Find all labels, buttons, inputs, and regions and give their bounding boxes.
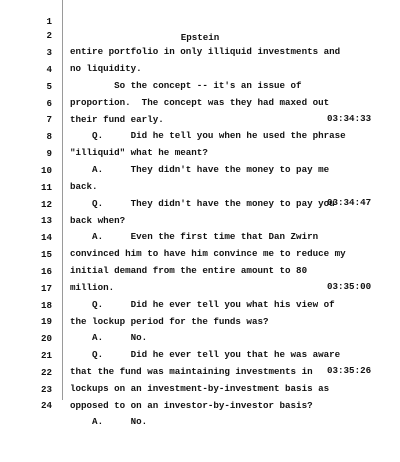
line-number: 13	[40, 215, 52, 226]
line-text: convinced him to have him convince me to reduce my	[70, 248, 346, 259]
line-number: 3	[46, 47, 52, 58]
line-timestamp: 03:34:33	[327, 113, 372, 124]
line-timestamp: 03:35:00	[327, 281, 372, 292]
line-number: 5	[46, 81, 52, 92]
line-number: 24	[40, 400, 52, 411]
line-text: So the concept -- it's an issue of	[70, 80, 302, 91]
line-text: Q. Did he tell you when he used the phrase	[70, 130, 346, 141]
line-text: back when?	[70, 215, 126, 226]
line-number: 12	[40, 199, 52, 210]
line-number: 21	[40, 350, 52, 361]
line-number: 10	[40, 165, 52, 176]
line-number: 2	[46, 30, 52, 41]
line-number: 22	[40, 367, 52, 378]
line-text: the lockup period for the funds was?	[70, 316, 269, 327]
line-text: back.	[70, 181, 98, 192]
line-number: 8	[46, 131, 52, 142]
line-text: opposed to on an investor-by-investor basis?	[70, 400, 313, 411]
line-number: 18	[40, 300, 52, 311]
line-text: Q. They didn't have the money to pay you	[70, 198, 335, 209]
line-number: 19	[40, 316, 52, 327]
line-text: proportion. The concept was they had maxed out	[70, 97, 330, 108]
line-text: entire portfolio in only illiquid investments and	[70, 46, 341, 57]
line-text: A. They didn't have the money to pay me	[70, 164, 330, 175]
line-number: 20	[40, 333, 52, 344]
line-text: Q. Did he ever tell you what his view of	[70, 299, 335, 310]
line-number: 15	[40, 249, 52, 260]
line-number: 1	[46, 16, 52, 27]
line-number: 14	[40, 232, 52, 243]
line-number: 23	[40, 384, 52, 395]
line-number: 17	[40, 283, 52, 294]
line-text: their fund early.	[70, 114, 164, 125]
line-text: A. No.	[70, 416, 148, 427]
line-text: that the fund was maintaining investments in	[70, 366, 313, 377]
line-timestamp: 03:35:26	[327, 365, 372, 376]
line-text: A. No.	[70, 332, 148, 343]
page-title: Epstein	[180, 32, 220, 43]
line-text: "illiquid" what he meant?	[70, 147, 208, 158]
line-text: million.	[70, 282, 115, 293]
line-number: 4	[46, 64, 52, 75]
line-timestamp: 03:34:47	[327, 197, 372, 208]
line-number: 9	[46, 148, 52, 159]
line-number: 6	[46, 98, 52, 109]
line-text: no liquidity.	[70, 63, 142, 74]
line-number: 16	[40, 266, 52, 277]
line-text: Q. Did he ever tell you that he was aware	[70, 349, 341, 360]
line-text: A. Even the first time that Dan Zwirn	[70, 231, 319, 242]
line-text: initial demand from the entire amount to 80	[70, 265, 308, 276]
line-number: 11	[40, 182, 52, 193]
line-number: 7	[46, 114, 52, 125]
line-text: lockups on an investment-by-investment basis as	[70, 383, 330, 394]
